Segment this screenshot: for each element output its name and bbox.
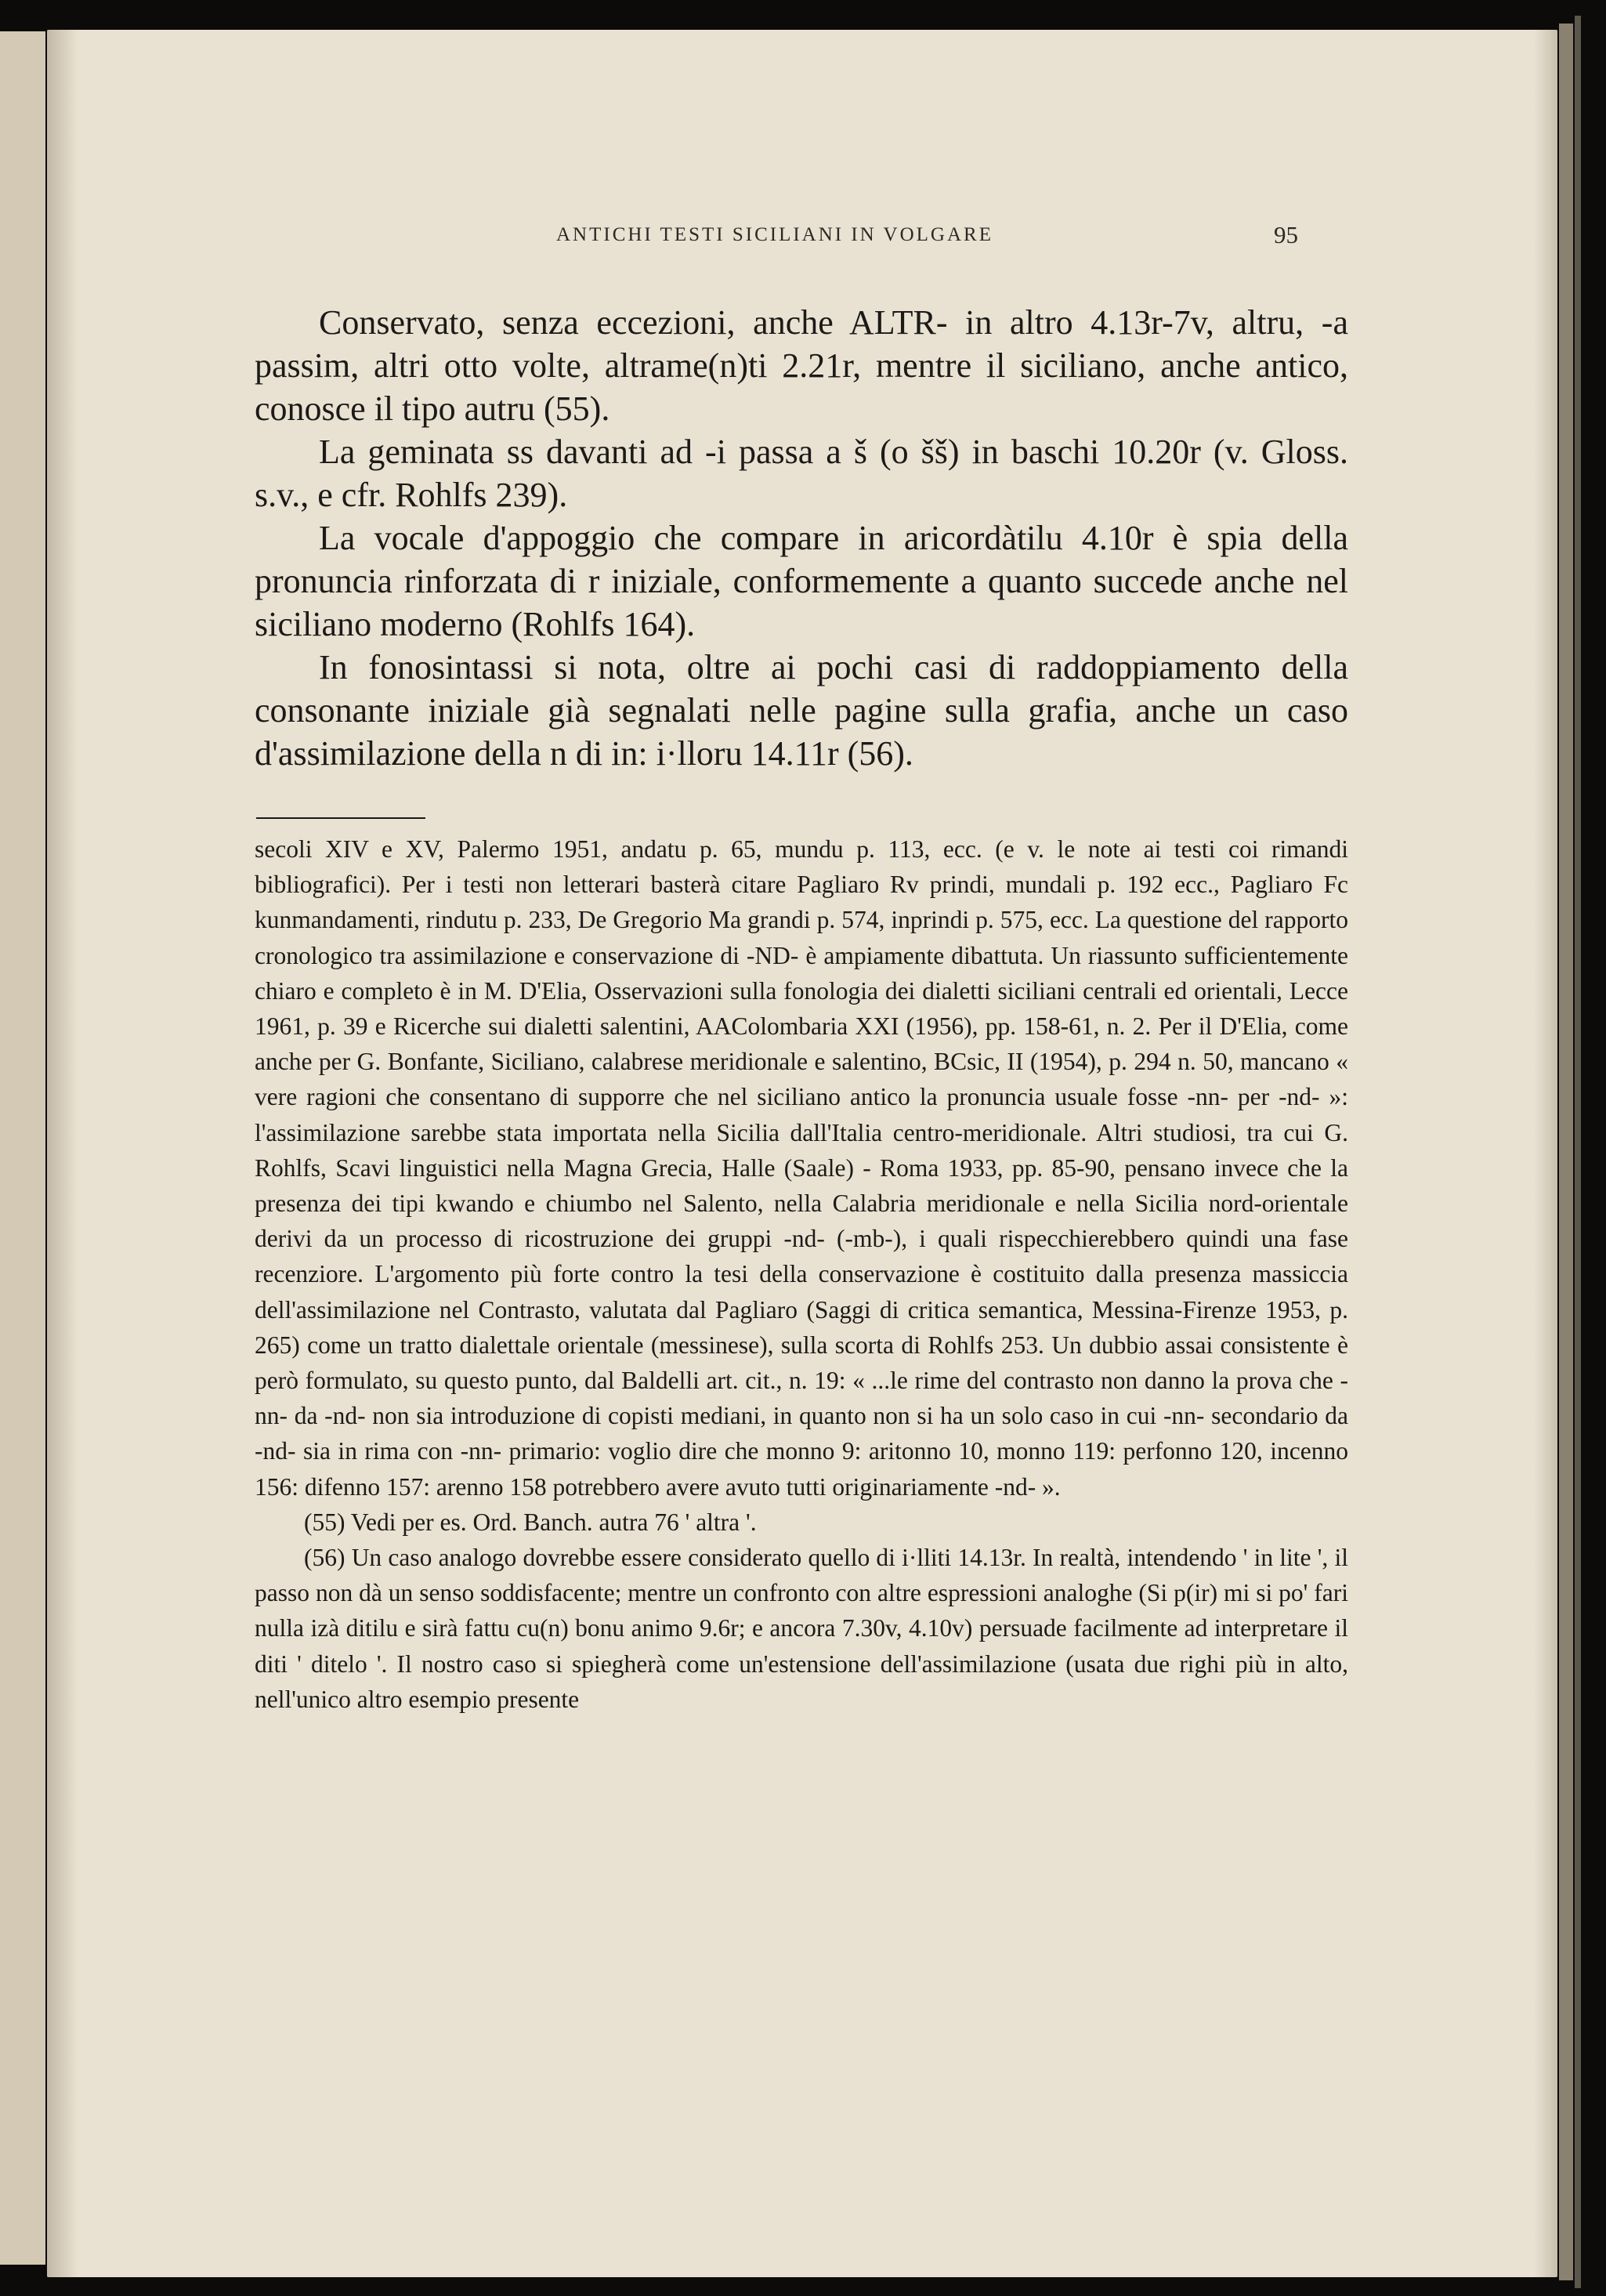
paragraph: Conservato, senza eccezioni, anche ALTR- in altro 4.13r-7v, altru, -a passim, altri otto volte, altrame(n)ti 2.21r, mentre il siciliano, anche antico, conosce il tipo autru (55).	[255, 303, 1348, 428]
page-number: 95	[1274, 221, 1298, 248]
right-page-edge-shadow	[1575, 16, 1581, 2288]
right-page-edge	[1559, 24, 1573, 2280]
left-page-edge	[0, 31, 45, 2265]
book-page	[47, 30, 1557, 2277]
edge-shadow	[1534, 30, 1557, 2277]
running-head: ANTICHI TESTI SICILIANI IN VOLGARE	[556, 224, 993, 245]
footnotes	[255, 831, 1348, 1717]
paragraph: La geminata ss davanti ad -i passa a š (o šš) in baschi 10.20r (v. Gloss. s.v., e cfr. Rohlfs 239).	[255, 433, 1348, 514]
footnote-55: (55) Vedi per es. Ord. Banch. autra 76 ' altra '.	[304, 1508, 757, 1536]
main-text	[255, 301, 1348, 775]
paragraph: In fonosintassi si nota, oltre ai pochi casi di raddoppiamento della consonante iniziale già segnalati nelle pagine sulla grafia, anche un caso d'assimilazione della n di in: i·lloru 14.11r (56).	[255, 648, 1348, 773]
paragraph: La vocale d'appoggio che compare in aricordàtilu 4.10r è spia della pronuncia rinforzata di r iniziale, conformemente a quanto succede anche nel siciliano moderno (Rohlfs 164).	[255, 519, 1348, 643]
footnote-rule	[256, 817, 425, 819]
footnote-56: (56) Un caso analogo dovrebbe essere considerato quello di i·lliti 14.13r. In realtà, intendendo ' in lite ', il passo non dà un senso soddisfacente; mentre un confronto con altre espressioni analoghe (Si p(ir) mi si po' fari nulla izà ditilu e sirà fattu cu(n) bonu animo 9.6r; e ancora 7.30v, 4.10v) persuade facilmente ad interpretare il diti ' ditelo '. Il nostro caso si spiegherà come un'estensione dell'assimilazione (usata due righi più in alto, nell'unico altro esempio presente	[255, 1544, 1348, 1713]
gutter-shadow	[47, 30, 78, 2277]
footnote-continuation: secoli XIV e XV, Palermo 1951, andatu p. 65, mundu p. 113, ecc. (e v. le note ai testi coi rimandi bibliografici). Per i testi non letterari basterà citare Pagliaro Rv prindi, mundali p. 192 ecc., Pagliaro Fc kunmandamenti, rindutu p. 233, De Gregorio Ma grandi p. 574, inprindi p. 575, ecc. La questione del rapporto cronologico tra assimilazione e conservazione di -ND- è ampiamente dibattuta. Un riassunto sufficientemente chiaro e completo è in M. D'Elia, Osservazioni sulla fonologia dei dialetti siciliani centrali ed orientali, Lecce 1961, p. 39 e Ricerche sui dialetti salentini, AAColombaria XXI (1956), pp. 158-61, n. 2. Per il D'Elia, come anche per G. Bonfante, Siciliano, calabrese meridionale e salentino, BCsic, II (1954), p. 294 n. 50, mancano « vere ragioni che consentano di supporre che nel siciliano antico la pronuncia usuale fosse -nn- per -nd- »: l'assimilazione sarebbe stata importata nella Sicilia dall'Italia centro-meridionale. Altri studiosi, tra cui G. Rohlfs, Scavi linguistici nella Magna Grecia, Halle (Saale) - Roma 1933, pp. 85-90, pensano invece che la presenza dei tipi kwando e chiumbo nel Salento, nella Calabria meridionale e nella Sicilia nord-orientale derivi da un processo di ricostruzione dei gruppi -nd- (-mb-), i quali rispecchierebbero quindi una fase recenziore. L'argomento più forte contro la tesi della conservazione è costituito dalla presenza massiccia dell'assimilazione nel Contrasto, valutata dal Pagliaro (Saggi di critica semantica, Messina-Firenze 1953, p. 265) come un tratto dialettale orientale (messinese), sulla scorta di Rohlfs 253. Un dubbio assai consistente è però formulato, su questo punto, dal Baldelli art. cit., n. 19: « ...le rime del contrasto non danno la prova che -nn- da -nd- non sia introduzione di copisti mediani, in quanto non si ha un solo caso in cui -nn- secondario da -nd- sia in rima con -nn- primario: voglio dire che monno 9: aritonno 10, monno 119: perfonno 120, incenno 156: difenno 157: arenno 158 potrebbero avere avuto tutti originariamente -nd- ».	[255, 835, 1348, 1501]
